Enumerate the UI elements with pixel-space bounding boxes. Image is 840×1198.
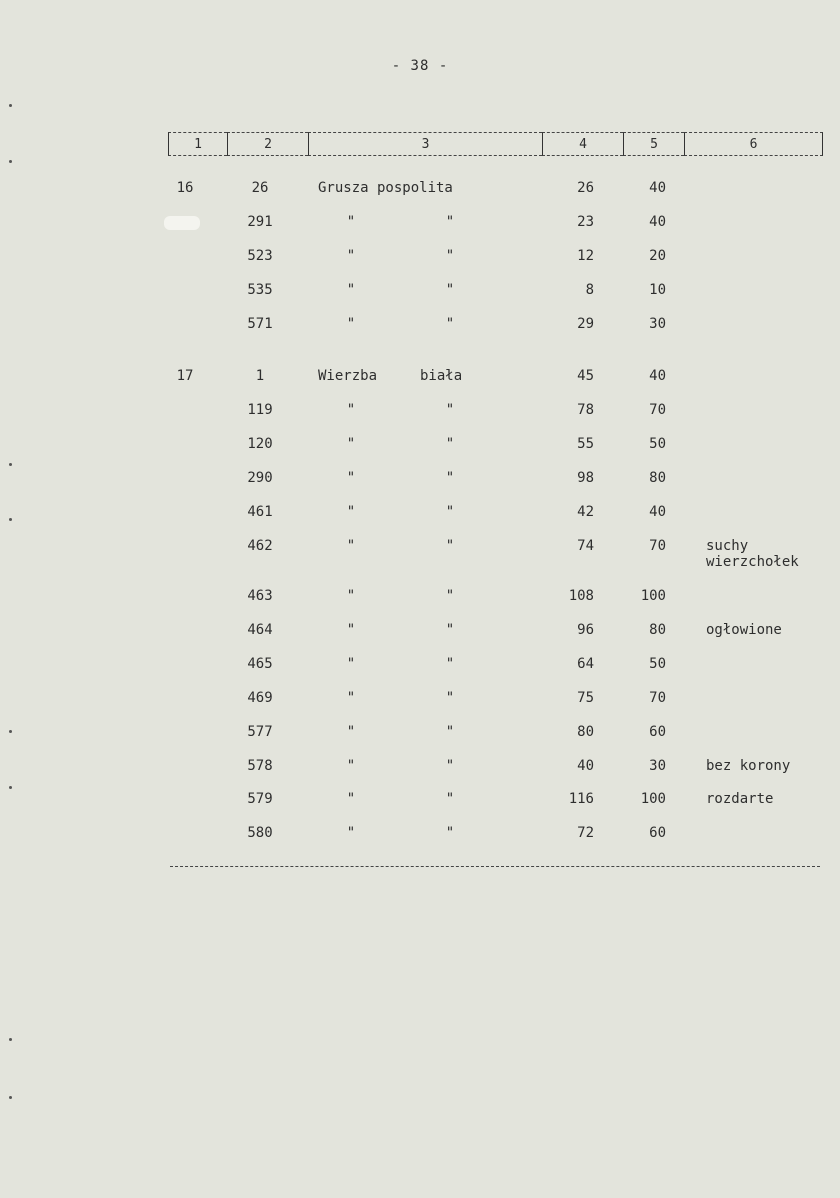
scan-mark [9, 786, 12, 789]
ditto-mark: " [346, 402, 356, 418]
col4-value: 26 [577, 180, 594, 196]
ditto-mark: " [445, 588, 455, 604]
page-number: - 38 - [391, 58, 449, 74]
species-name-word2: biała [420, 368, 463, 384]
col5-value: 30 [649, 316, 666, 332]
ditto-mark: " [445, 248, 455, 264]
ditto-mark: " [445, 622, 455, 638]
col4-value: 72 [577, 825, 594, 841]
ditto-mark: " [346, 504, 356, 520]
col5-value: 40 [649, 180, 666, 196]
ditto-mark: " [346, 248, 356, 264]
col4-value: 45 [577, 368, 594, 384]
tree-id: 577 [247, 724, 273, 740]
ditto-mark: " [445, 538, 455, 554]
ditto-mark: " [445, 690, 455, 706]
remark-line-1: suchy [706, 538, 749, 554]
tree-id: 464 [247, 622, 273, 638]
ditto-mark: " [445, 825, 455, 841]
ditto-mark: " [346, 825, 356, 841]
tree-id: 119 [247, 402, 273, 418]
tree-id: 462 [247, 538, 273, 554]
col4-value: 75 [577, 690, 594, 706]
ditto-mark: " [346, 622, 356, 638]
tree-id: 469 [247, 690, 273, 706]
col5-value: 70 [649, 538, 666, 554]
stamp-mark [164, 216, 200, 230]
ditto-mark: " [346, 758, 356, 774]
tree-id: 578 [247, 758, 273, 774]
tree-id: 465 [247, 656, 273, 672]
col4-value: 78 [577, 402, 594, 418]
header-col-5: 5 [623, 132, 684, 156]
col5-value: 30 [649, 758, 666, 774]
ditto-mark: " [346, 538, 356, 554]
scan-mark [9, 104, 12, 107]
ditto-mark: " [445, 791, 455, 807]
col5-value: 100 [640, 588, 666, 604]
col5-value: 10 [649, 282, 666, 298]
header-col-6: 6 [684, 132, 823, 156]
remark: bez korony [706, 758, 791, 774]
header-col-1: 1 [168, 132, 227, 156]
col5-value: 70 [649, 690, 666, 706]
ditto-mark: " [346, 214, 356, 230]
ditto-mark: " [445, 402, 455, 418]
remark: ogłowione [706, 622, 782, 638]
scan-mark [9, 730, 12, 733]
group-number: 17 [176, 368, 194, 384]
ditto-mark: " [346, 690, 356, 706]
col4-value: 108 [568, 588, 594, 604]
ditto-mark: " [445, 214, 455, 230]
remark-line-2: wierzchołek [706, 554, 799, 570]
ditto-mark: " [445, 316, 455, 332]
col5-value: 50 [649, 656, 666, 672]
table-bottom-rule [170, 866, 820, 867]
species-name-word1: Wierzba [318, 368, 378, 384]
col4-value: 55 [577, 436, 594, 452]
ditto-mark: " [346, 470, 356, 486]
col4-value: 96 [577, 622, 594, 638]
ditto-mark: " [346, 656, 356, 672]
col5-value: 70 [649, 402, 666, 418]
ditto-mark: " [445, 758, 455, 774]
tree-id: 120 [247, 436, 273, 452]
col4-value: 12 [577, 248, 594, 264]
ditto-mark: " [445, 282, 455, 298]
tree-id: 26 [251, 180, 269, 196]
col4-value: 64 [577, 656, 594, 672]
ditto-mark: " [346, 588, 356, 604]
col5-value: 60 [649, 724, 666, 740]
tree-id: 463 [247, 588, 273, 604]
tree-id: 291 [247, 214, 273, 230]
ditto-mark: " [346, 791, 356, 807]
ditto-mark: " [445, 724, 455, 740]
ditto-mark: " [346, 282, 356, 298]
col4-value: 116 [568, 791, 594, 807]
ditto-mark: " [445, 436, 455, 452]
col4-value: 80 [577, 724, 594, 740]
table-header [168, 132, 823, 156]
col5-value: 40 [649, 214, 666, 230]
col4-value: 98 [577, 470, 594, 486]
ditto-mark: " [445, 504, 455, 520]
scan-mark [9, 1038, 12, 1041]
tree-id: 290 [247, 470, 273, 486]
header-col-3: 3 [308, 132, 542, 156]
header-col-2: 2 [227, 132, 308, 156]
col5-value: 100 [640, 791, 666, 807]
col5-value: 80 [649, 622, 666, 638]
ditto-mark: " [445, 656, 455, 672]
tree-id: 535 [247, 282, 273, 298]
remark [706, 538, 826, 570]
col4-value: 29 [577, 316, 594, 332]
header-col-4: 4 [542, 132, 623, 156]
col4-value: 23 [577, 214, 594, 230]
ditto-mark: " [346, 436, 356, 452]
col5-value: 40 [649, 504, 666, 520]
col5-value: 50 [649, 436, 666, 452]
col4-value: 8 [585, 282, 594, 298]
col5-value: 20 [649, 248, 666, 264]
scan-mark [9, 1096, 12, 1099]
tree-id: 461 [247, 504, 273, 520]
col4-value: 74 [577, 538, 594, 554]
col4-value: 40 [577, 758, 594, 774]
ditto-mark: " [346, 316, 356, 332]
scan-mark [9, 518, 12, 521]
col5-value: 80 [649, 470, 666, 486]
remark: rozdarte [706, 791, 774, 807]
tree-id: 579 [247, 791, 273, 807]
tree-id: 1 [255, 368, 265, 384]
scan-mark [9, 160, 12, 163]
col4-value: 42 [577, 504, 594, 520]
tree-id: 580 [247, 825, 273, 841]
ditto-mark: " [445, 470, 455, 486]
col5-value: 40 [649, 368, 666, 384]
tree-id: 523 [247, 248, 273, 264]
species-name: Grusza pospolita [318, 180, 453, 196]
scan-mark [9, 463, 12, 466]
ditto-mark: " [346, 724, 356, 740]
group-number: 16 [176, 180, 194, 196]
tree-id: 571 [247, 316, 273, 332]
col5-value: 60 [649, 825, 666, 841]
